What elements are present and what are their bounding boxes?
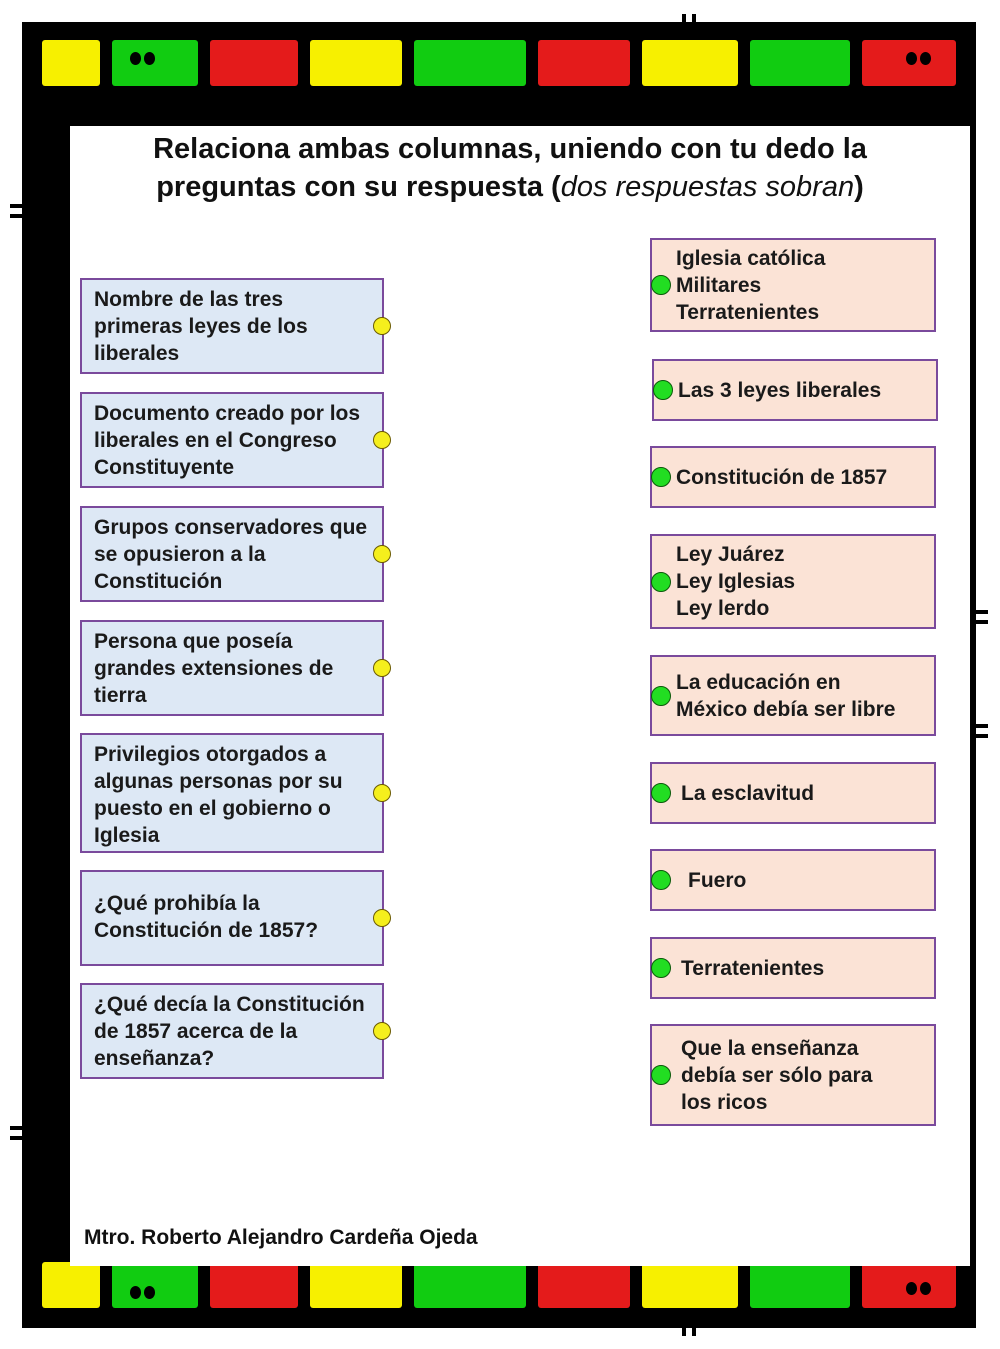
- author-credit: Mtro. Roberto Alejandro Cardeña Ojeda: [84, 1226, 478, 1249]
- tile-red: [210, 1262, 298, 1308]
- title-line-1: Relaciona ambas columnas, uniendo con tu dedo la: [153, 133, 867, 165]
- question-card[interactable]: [80, 733, 384, 853]
- frame-notch: [682, 1324, 686, 1336]
- connector-dot[interactable]: [373, 431, 391, 449]
- tile-green: [750, 1262, 850, 1308]
- answer-card[interactable]: [650, 1024, 936, 1126]
- frame-notch: [692, 14, 696, 26]
- frame-notch: [974, 734, 988, 738]
- tile-yellow: [42, 1262, 100, 1308]
- tile-yellow: [310, 1262, 402, 1308]
- tile-yellow: [42, 40, 100, 86]
- connector-dot[interactable]: [651, 467, 671, 487]
- question-text: Documento creado por los liberales en el Congreso Constituyente: [94, 402, 361, 479]
- tile-green: [112, 1262, 198, 1308]
- bottom-color-band: [22, 1258, 976, 1322]
- tile-yellow: [310, 40, 402, 86]
- answer-card[interactable]: [650, 937, 936, 999]
- question-card[interactable]: [80, 278, 384, 374]
- connector-dot[interactable]: [373, 1022, 391, 1040]
- frame-notch: [974, 620, 988, 624]
- connector-dot[interactable]: [651, 870, 671, 890]
- tile-green: [414, 1262, 526, 1308]
- answer-line: La educación en: [676, 670, 841, 694]
- title-italic-note: dos respuestas sobran: [560, 171, 855, 203]
- top-color-band: [22, 36, 976, 100]
- question-card[interactable]: [80, 506, 384, 602]
- tile-red: [210, 40, 298, 86]
- frame-notch: [10, 1136, 24, 1140]
- answer-card[interactable]: [650, 238, 936, 332]
- page-title: [100, 130, 920, 206]
- connector-dot[interactable]: [651, 275, 671, 295]
- answer-line: La esclavitud: [681, 781, 815, 805]
- question-text: Privilegios otorgados a algunas personas por su puesto en el gobierno o Iglesia: [94, 743, 343, 847]
- answer-line: Constitución de 1857: [676, 465, 888, 489]
- tile-green: [112, 40, 198, 86]
- frame-notch: [10, 204, 24, 208]
- question-text: Persona que poseía grandes extensiones de tierra: [94, 630, 334, 707]
- tile-red: [538, 1262, 630, 1308]
- tile-red: [862, 1262, 956, 1308]
- connector-dot[interactable]: [651, 1065, 671, 1085]
- answer-card[interactable]: [650, 446, 936, 508]
- question-text: ¿Qué decía la Constitución de 1857 acerca de la enseñanza?: [94, 993, 365, 1070]
- question-card[interactable]: [80, 870, 384, 966]
- question-card[interactable]: [80, 392, 384, 488]
- answer-card[interactable]: [650, 534, 936, 629]
- question-card[interactable]: [80, 620, 384, 716]
- connector-dot[interactable]: [651, 958, 671, 978]
- connector-dot[interactable]: [373, 784, 391, 802]
- connector-dot[interactable]: [373, 545, 391, 563]
- connector-dot[interactable]: [373, 659, 391, 677]
- title-line-2: preguntas con su respuesta (dos respuestas sobran): [156, 171, 864, 203]
- answer-card[interactable]: [650, 655, 936, 736]
- answer-card[interactable]: [650, 849, 936, 911]
- connector-dot[interactable]: [373, 317, 391, 335]
- answer-line: México debía ser libre: [676, 697, 896, 721]
- tile-red: [538, 40, 630, 86]
- answer-line: Terratenientes: [676, 300, 820, 324]
- tile-red: [862, 40, 956, 86]
- connector-dot[interactable]: [651, 783, 671, 803]
- connector-dot[interactable]: [373, 909, 391, 927]
- frame-notch: [692, 1324, 696, 1336]
- answer-card[interactable]: [652, 359, 938, 421]
- question-text: ¿Qué prohibía la Constitución de 1857?: [94, 892, 319, 942]
- tile-yellow: [642, 40, 738, 86]
- answer-line: Iglesia católica: [676, 246, 826, 270]
- answer-line: Fuero: [688, 868, 747, 892]
- answer-line: Que la enseñanza: [681, 1036, 859, 1060]
- worksheet-area: [70, 126, 970, 1266]
- answer-line: los ricos: [681, 1090, 768, 1114]
- frame-notch: [682, 14, 686, 26]
- answer-line: Ley Iglesias: [676, 570, 796, 593]
- frame-notch: [974, 610, 988, 614]
- answer-card[interactable]: [650, 762, 936, 824]
- connector-dot[interactable]: [651, 686, 671, 706]
- answer-line: Ley lerdo: [676, 597, 770, 620]
- question-card[interactable]: [80, 983, 384, 1079]
- answer-line: Militares: [676, 273, 762, 297]
- answer-line: Ley Juárez: [676, 543, 785, 566]
- answer-line: debía ser sólo para: [681, 1063, 873, 1087]
- decorative-frame: [22, 22, 976, 1328]
- frame-notch: [10, 214, 24, 218]
- tile-yellow: [642, 1262, 738, 1308]
- tile-green: [750, 40, 850, 86]
- connector-dot[interactable]: [651, 572, 671, 592]
- answer-line: Las 3 leyes liberales: [678, 378, 882, 402]
- connector-dot[interactable]: [653, 380, 673, 400]
- frame-notch: [10, 1126, 24, 1130]
- answer-line: Terratenientes: [681, 956, 825, 980]
- frame-notch: [974, 724, 988, 728]
- tile-green: [414, 40, 526, 86]
- question-text: Grupos conservadores que se opusieron a la Constitución: [94, 516, 368, 593]
- question-text: Nombre de las tres primeras leyes de los liberales: [94, 288, 308, 365]
